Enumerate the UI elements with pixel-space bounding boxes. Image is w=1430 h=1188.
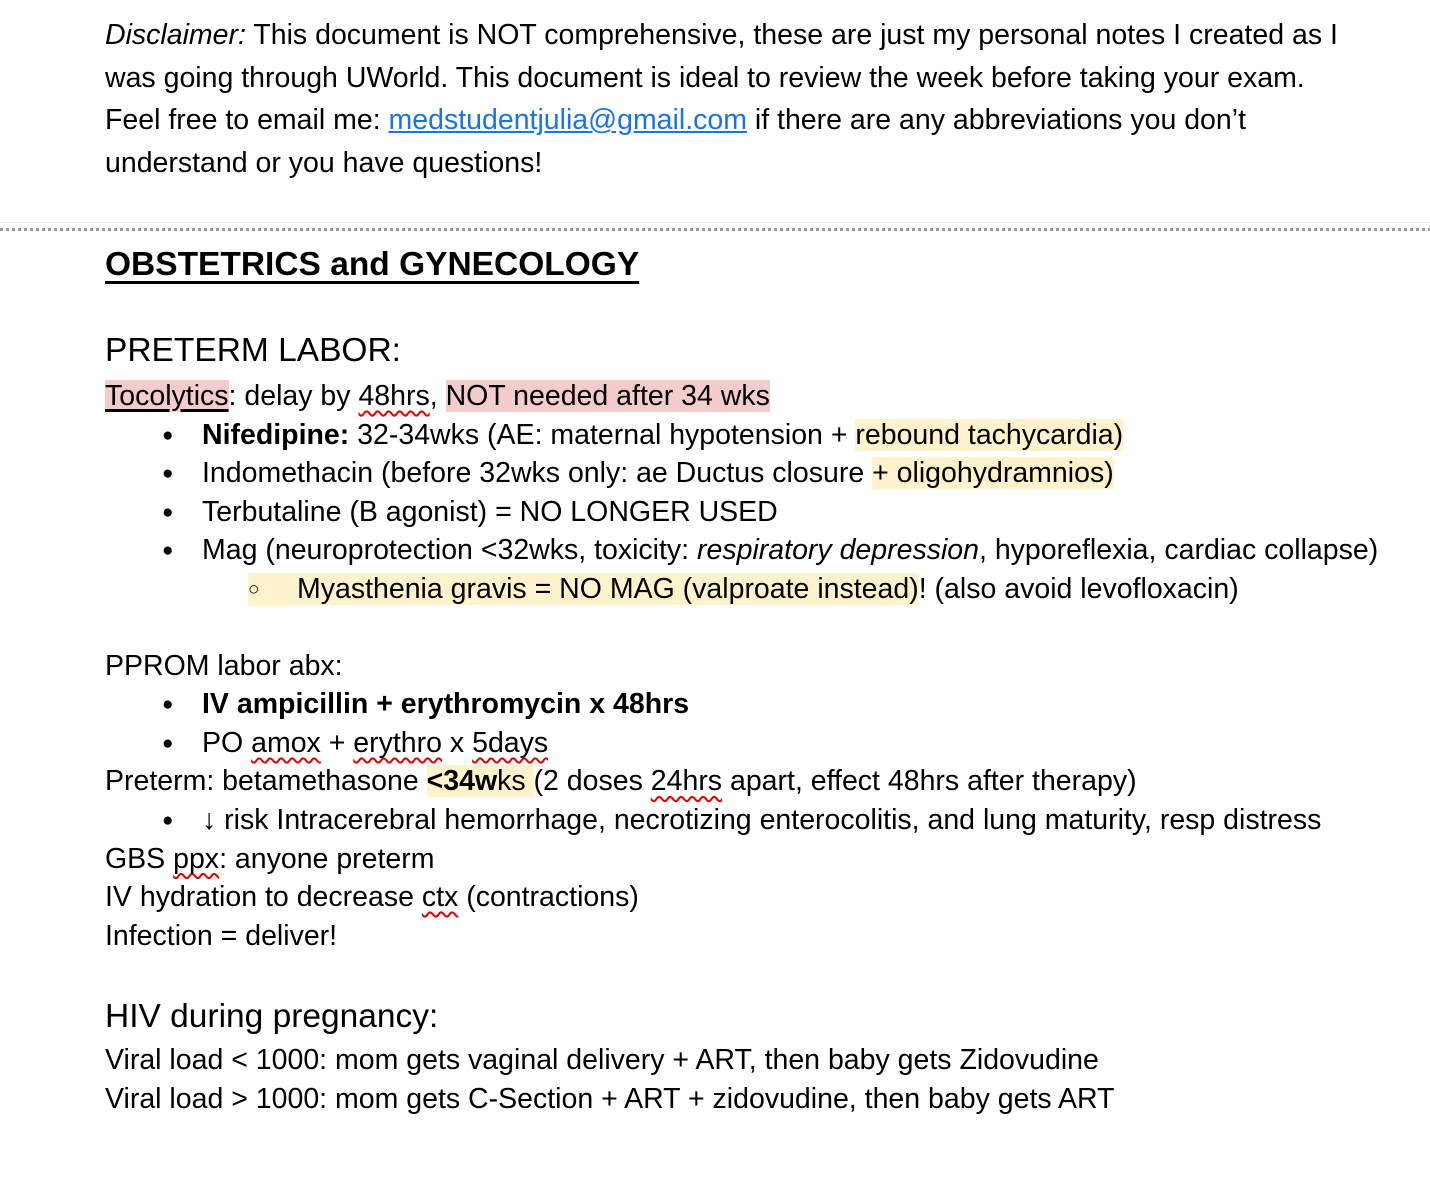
bullet-mag <box>105 531 1385 570</box>
text-segment: ! (also avoid levofloxacin) <box>918 572 1239 605</box>
misspelled-word: amox <box>251 726 321 759</box>
bullet-po-amox <box>105 724 1385 763</box>
bullet-icon: ● <box>162 424 174 446</box>
text-segment: Indomethacin (before 32wks only: ae Ductus closure <box>202 457 873 490</box>
highlight-segment: ks <box>497 765 534 798</box>
misspelled-word: 24hrs <box>650 765 723 798</box>
bullet-risk <box>105 801 1385 840</box>
text-segment: 32-34wks (AE: maternal hypotension + <box>349 418 856 451</box>
text-segment: , <box>429 380 446 412</box>
bullet-iv-ampicillin <box>105 685 1385 724</box>
disclaimer-text: This document is NOT comprehensive, these are just my personal notes I created as I was going through UWorld. This document is ideal to review the week before taking your exam. Feel free to email me: <box>105 19 1338 136</box>
text-segment: (2 doses <box>533 765 651 798</box>
highlighted-term: Tocolytics <box>105 380 229 412</box>
tocolytics-line <box>105 377 1385 416</box>
email-link[interactable]: medstudentjulia@gmail.com <box>388 104 747 136</box>
highlight-segment: + oligohydramnios) <box>872 457 1114 490</box>
viral-load-high-line: Viral load > 1000: mom gets C-Section + ART + zidovudine, then baby gets ART <box>105 1082 1115 1115</box>
bullet-icon: ● <box>162 809 174 831</box>
highlight-segment: rebound tachycardia) <box>855 418 1124 451</box>
bold-segment: Nifedipine: <box>202 418 350 451</box>
bullet-icon: ○ <box>248 573 297 606</box>
misspelled-word: 5days <box>472 726 549 759</box>
misspelled-word: 48hrs <box>358 380 430 412</box>
bullet-icon: ● <box>162 501 174 523</box>
infection-line: Infection = deliver! <box>105 919 338 952</box>
italic-segment: respiratory depression <box>697 534 979 567</box>
text-segment: ↓ risk Intracerebral hemorrhage, necrotizing enterocolitis, and lung maturity, resp distress <box>202 803 1322 836</box>
bullet-icon: ● <box>162 732 174 754</box>
text-segment: Preterm: betamethasone <box>105 765 427 798</box>
text-segment: , hyporeflexia, cardiac collapse) <box>979 534 1379 567</box>
section-heading-text: OBSTETRICS and GYNECOLOGY <box>105 246 640 283</box>
preterm-betamethasone-line <box>105 762 1385 801</box>
bullet-icon: ● <box>162 540 174 562</box>
misspelled-word: ctx <box>421 881 459 914</box>
hiv-heading: HIV during pregnancy: <box>105 998 439 1036</box>
bullet-myasthenia <box>105 570 1385 609</box>
bold-segment: IV ampicillin + erythromycin x 48hrs <box>202 688 690 721</box>
misspelled-word: ppx <box>173 842 220 875</box>
disclaimer-paragraph <box>105 14 1357 184</box>
bullet-indomethacin <box>105 454 1385 493</box>
gbs-line <box>105 840 1385 879</box>
preterm-labor-heading: PRETERM LABOR: <box>105 332 401 369</box>
pprom-heading: PPROM labor abx: <box>105 649 343 682</box>
page-break-divider <box>0 222 1430 231</box>
disclaimer-label: Disclaimer: <box>105 19 246 51</box>
bullet-nifedipine <box>105 416 1385 455</box>
text-segment: IV hydration to decrease <box>105 881 422 914</box>
hydration-line <box>105 878 1385 917</box>
text-segment: : delay by <box>228 380 359 412</box>
text-segment: Mag (neuroprotection <32wks, toxicity: <box>202 534 698 567</box>
text-segment: Terbutaline (B agonist) = NO LONGER USED <box>202 495 778 528</box>
text-segment: x <box>442 726 473 759</box>
text-segment: (contractions) <box>458 881 639 914</box>
text-segment: GBS <box>105 842 174 875</box>
text-segment: : anyone preterm <box>219 842 435 875</box>
text-segment: apart, effect 48hrs after therapy) <box>722 765 1137 798</box>
highlight-segment: Myasthenia gravis = NO MAG (valproate instead) <box>297 572 919 605</box>
bullet-icon: ● <box>162 463 174 485</box>
bullet-icon: ● <box>162 694 174 716</box>
text-segment: + <box>320 726 354 759</box>
disclaimer-text: if there are any abbreviations you don’t understand or you have questions! <box>105 104 1247 179</box>
misspelled-word: erythro <box>353 726 442 759</box>
highlight-segment: NOT needed after 34 wks <box>445 380 770 412</box>
section-heading <box>105 243 1385 287</box>
viral-load-low-line: Viral load < 1000: mom gets vaginal delivery + ART, then baby gets Zidovudine <box>105 1044 1099 1077</box>
bullet-terbutaline <box>105 493 1385 532</box>
highlight-bold-segment: <34w <box>426 765 498 798</box>
text-segment: PO <box>202 726 252 759</box>
